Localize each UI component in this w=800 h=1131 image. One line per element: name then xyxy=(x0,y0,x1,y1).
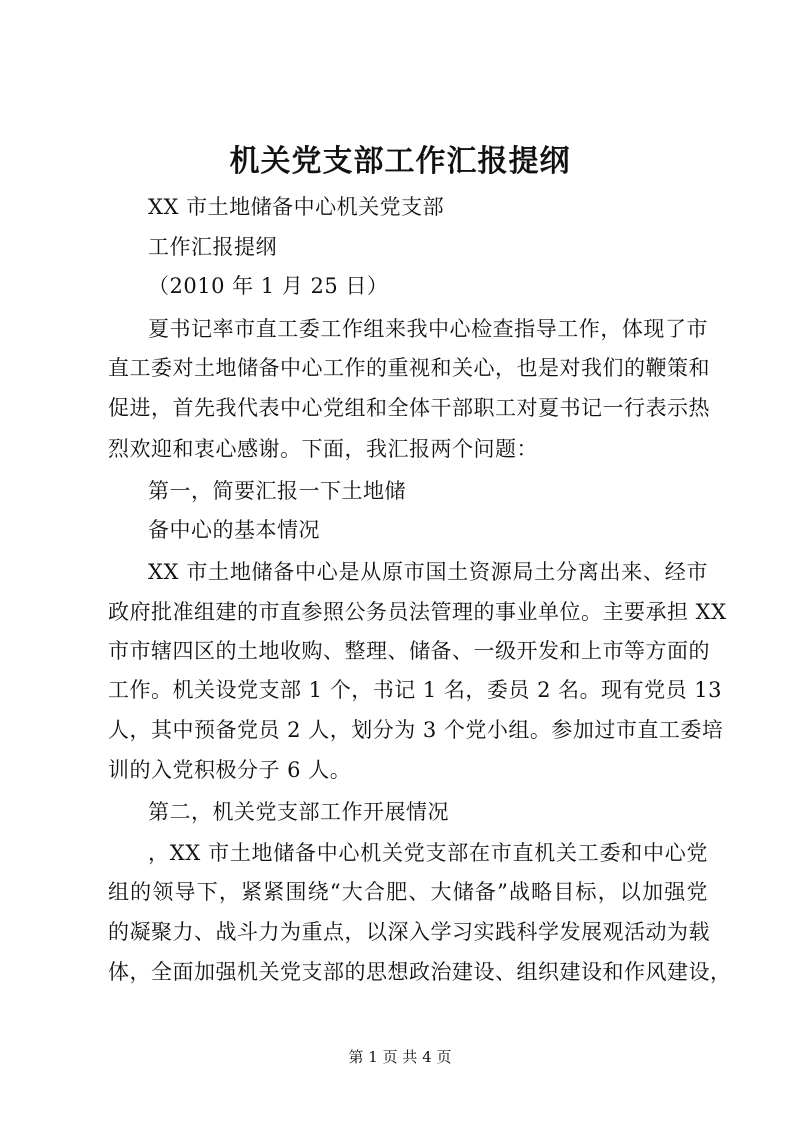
section-heading: 第二，机关党支部工作开展情况 xyxy=(148,800,449,824)
paragraph-line: 的凝聚力、战斗力为重点，以深入学习实践科学发展观活动为载 xyxy=(108,920,710,944)
paragraph-line: 政府批准组建的市直参照公务员法管理的事业单位。主要承担 XX xyxy=(108,600,727,624)
paragraph-line: ，XX 市土地储备中心机关党支部在市直机关工委和中心党 xyxy=(148,841,708,865)
paragraph-line: （2010 年 1 月 25 日） xyxy=(148,274,389,298)
paragraph-line: 促进，首先我代表中心党组和全体干部职工对夏书记一行表示热 xyxy=(108,396,710,420)
paragraph-line: XX 市土地储备中心是从原市国土资源局土分离出来、经市 xyxy=(148,560,708,584)
document-title: 机关党支部工作汇报提纲 xyxy=(229,144,571,179)
paragraph-line: 市市辖四区的土地收购、整理、储备、一级开发和上市等方面的 xyxy=(108,639,710,663)
paragraph-line: 体，全面加强机关党支部的思想政治建设、组织建设和作风建设， xyxy=(108,960,732,984)
paragraph-line: 训的入党积极分子 6 人。 xyxy=(108,758,352,782)
paragraph-line: XX 市土地储备中心机关党支部 xyxy=(148,195,445,219)
paragraph-line: 夏书记率市直工委工作组来我中心检查指导工作，体现了市 xyxy=(148,317,708,341)
paragraph-line: 烈欢迎和衷心感谢。下面，我汇报两个问题： xyxy=(108,437,538,461)
paragraph-line: 工作。机关设党支部 1 个，书记 1 名，委员 2 名。现有党员 13 xyxy=(108,678,723,702)
paragraph-line: 组的领导下，紧紧围绕“大合肥、大储备”战略目标，以加强党 xyxy=(108,880,708,904)
paragraph-line: 人，其中预备党员 2 人，划分为 3 个党小组。参加过市直工委培 xyxy=(108,718,724,742)
section-heading: 第一，简要汇报一下土地储 xyxy=(148,479,406,503)
page-footer: 第 1 页 共 4 页 xyxy=(348,1048,452,1066)
paragraph-line: 工作汇报提纲 xyxy=(148,235,277,259)
paragraph-line: 直工委对土地储备中心工作的重视和关心，也是对我们的鞭策和 xyxy=(108,356,710,380)
section-heading: 备中心的基本情况 xyxy=(148,518,320,542)
